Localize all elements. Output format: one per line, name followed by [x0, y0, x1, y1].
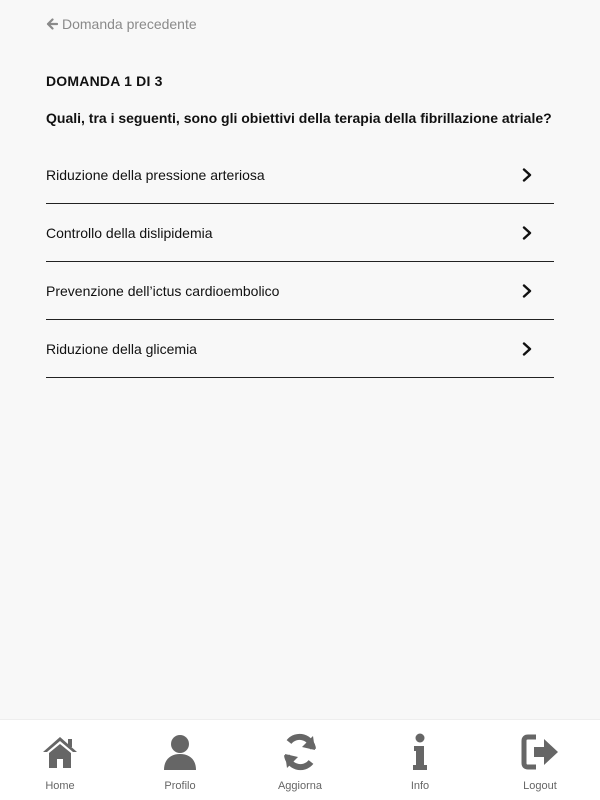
previous-question-link[interactable]	[46, 16, 197, 32]
answer-option-3[interactable]	[46, 262, 554, 320]
answer-label: Riduzione della pressione arteriosa	[46, 166, 265, 183]
chevron-right-icon	[520, 168, 534, 182]
answer-option-2[interactable]	[46, 204, 554, 262]
arrow-left-icon	[46, 18, 58, 30]
answer-list	[46, 146, 554, 378]
answer-option-1[interactable]	[46, 146, 554, 204]
tab-refresh-label: Aggiorna	[277, 780, 323, 792]
tab-home[interactable]	[0, 720, 120, 792]
tab-profile-label: Profilo	[164, 780, 196, 792]
answer-label: Prevenzione dell’ictus cardioembolico	[46, 282, 280, 299]
answer-label: Controllo della dislipidemia	[46, 224, 213, 241]
tab-info[interactable]	[360, 720, 480, 792]
answer-option-4[interactable]	[46, 320, 554, 378]
chevron-right-icon	[520, 284, 534, 298]
info-icon	[400, 732, 440, 772]
tab-home-label: Home	[45, 780, 75, 792]
question-counter: DOMANDA 1 DI 3	[46, 73, 163, 89]
tab-logout[interactable]	[480, 720, 600, 792]
user-icon	[160, 732, 200, 772]
tab-profile[interactable]	[120, 720, 240, 792]
answer-label: Riduzione della glicemia	[46, 340, 197, 357]
tab-info-label: Info	[410, 780, 430, 792]
tab-logout-label: Logout	[523, 780, 557, 792]
bottom-tab-bar	[0, 719, 600, 800]
chevron-right-icon	[520, 226, 534, 240]
chevron-right-icon	[520, 342, 534, 356]
question-text: Quali, tra i seguenti, sono gli obiettivi della terapia della fibrillazione atriale?	[46, 110, 552, 126]
previous-question-label: Domanda precedente	[62, 16, 197, 32]
tab-refresh[interactable]	[240, 720, 360, 792]
home-icon	[40, 732, 80, 772]
logout-icon	[520, 732, 560, 772]
refresh-icon	[280, 732, 320, 772]
